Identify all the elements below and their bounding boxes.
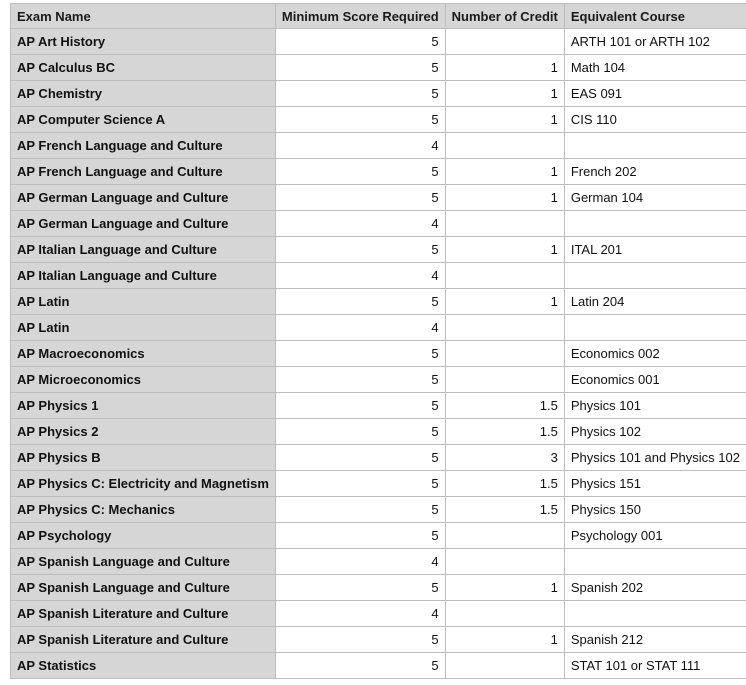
table-row xyxy=(11,107,746,133)
equivalent-course-cell: Physics 150 xyxy=(564,497,746,523)
exam-name-cell: AP Physics C: Mechanics xyxy=(11,497,276,523)
table-row xyxy=(11,653,746,679)
exam-name-cell: AP Microeconomics xyxy=(11,367,276,393)
min-score-cell: 5 xyxy=(275,575,445,601)
equivalent-course-cell xyxy=(564,263,746,289)
table-row xyxy=(11,159,746,185)
table-row xyxy=(11,497,746,523)
exam-name-cell: AP Computer Science A xyxy=(11,107,276,133)
table-row xyxy=(11,627,746,653)
header-number-of-credit: Number of Credit xyxy=(445,4,564,29)
exam-name-cell: AP Statistics xyxy=(11,653,276,679)
credit-cell: 1 xyxy=(445,185,564,211)
table-row xyxy=(11,263,746,289)
exam-name-cell: AP French Language and Culture xyxy=(11,133,276,159)
exam-name-cell: AP Psychology xyxy=(11,523,276,549)
table-row xyxy=(11,185,746,211)
min-score-cell: 5 xyxy=(275,341,445,367)
min-score-cell: 5 xyxy=(275,627,445,653)
credit-cell: 1 xyxy=(445,627,564,653)
equivalent-course-cell xyxy=(564,211,746,237)
min-score-cell: 4 xyxy=(275,549,445,575)
exam-name-cell: AP German Language and Culture xyxy=(11,211,276,237)
equivalent-course-cell: ITAL 201 xyxy=(564,237,746,263)
min-score-cell: 5 xyxy=(275,289,445,315)
min-score-cell: 5 xyxy=(275,367,445,393)
exam-name-cell: AP Physics B xyxy=(11,445,276,471)
exam-name-cell: AP Italian Language and Culture xyxy=(11,237,276,263)
table-row xyxy=(11,549,746,575)
equivalent-course-cell: Physics 101 and Physics 102 xyxy=(564,445,746,471)
equivalent-course-cell xyxy=(564,315,746,341)
header-minimum-score: Minimum Score Required xyxy=(275,4,445,29)
min-score-cell: 5 xyxy=(275,523,445,549)
equivalent-course-cell: ARTH 101 or ARTH 102 xyxy=(564,29,746,55)
min-score-cell: 4 xyxy=(275,315,445,341)
exam-name-cell: AP Physics 1 xyxy=(11,393,276,419)
table-row xyxy=(11,211,746,237)
exam-name-cell: AP Physics C: Electricity and Magnetism xyxy=(11,471,276,497)
credit-cell xyxy=(445,29,564,55)
equivalent-course-cell xyxy=(564,133,746,159)
exam-name-cell: AP Spanish Literature and Culture xyxy=(11,627,276,653)
credit-cell xyxy=(445,549,564,575)
table-row xyxy=(11,471,746,497)
min-score-cell: 5 xyxy=(275,55,445,81)
table-row xyxy=(11,133,746,159)
table-row xyxy=(11,575,746,601)
credit-cell xyxy=(445,367,564,393)
table-row xyxy=(11,315,746,341)
exam-name-cell: AP Calculus BC xyxy=(11,55,276,81)
credit-cell xyxy=(445,601,564,627)
equivalent-course-cell: German 104 xyxy=(564,185,746,211)
exam-name-cell: AP Macroeconomics xyxy=(11,341,276,367)
equivalent-course-cell: CIS 110 xyxy=(564,107,746,133)
credit-cell: 1.5 xyxy=(445,471,564,497)
table-row xyxy=(11,29,746,55)
credit-cell: 1 xyxy=(445,81,564,107)
credit-cell xyxy=(445,263,564,289)
credit-cell: 1 xyxy=(445,107,564,133)
table-body xyxy=(11,29,746,679)
credit-cell: 1.5 xyxy=(445,393,564,419)
header-exam-name: Exam Name xyxy=(11,4,276,29)
equivalent-course-cell: Physics 102 xyxy=(564,419,746,445)
equivalent-course-cell: EAS 091 xyxy=(564,81,746,107)
credit-cell xyxy=(445,211,564,237)
credit-cell xyxy=(445,341,564,367)
credit-cell: 1.5 xyxy=(445,497,564,523)
table-row xyxy=(11,341,746,367)
min-score-cell: 5 xyxy=(275,471,445,497)
min-score-cell: 5 xyxy=(275,185,445,211)
credit-cell xyxy=(445,523,564,549)
exam-name-cell: AP Spanish Language and Culture xyxy=(11,575,276,601)
credit-cell xyxy=(445,133,564,159)
exam-name-cell: AP Spanish Literature and Culture xyxy=(11,601,276,627)
credit-cell: 3 xyxy=(445,445,564,471)
exam-name-cell: AP Chemistry xyxy=(11,81,276,107)
equivalent-course-cell: STAT 101 or STAT 111 xyxy=(564,653,746,679)
min-score-cell: 4 xyxy=(275,211,445,237)
equivalent-course-cell: Economics 001 xyxy=(564,367,746,393)
exam-name-cell: AP Latin xyxy=(11,315,276,341)
equivalent-course-cell: Latin 204 xyxy=(564,289,746,315)
equivalent-course-cell: Physics 101 xyxy=(564,393,746,419)
equivalent-course-cell xyxy=(564,601,746,627)
min-score-cell: 4 xyxy=(275,263,445,289)
credit-cell: 1.5 xyxy=(445,419,564,445)
min-score-cell: 5 xyxy=(275,107,445,133)
exam-name-cell: AP Spanish Language and Culture xyxy=(11,549,276,575)
header-equivalent-course: Equivalent Course xyxy=(564,4,746,29)
min-score-cell: 5 xyxy=(275,159,445,185)
credit-cell: 1 xyxy=(445,237,564,263)
min-score-cell: 5 xyxy=(275,237,445,263)
exam-name-cell: AP Latin xyxy=(11,289,276,315)
equivalent-course-cell xyxy=(564,549,746,575)
table-row xyxy=(11,601,746,627)
exam-name-cell: AP Italian Language and Culture xyxy=(11,263,276,289)
min-score-cell: 5 xyxy=(275,497,445,523)
min-score-cell: 5 xyxy=(275,29,445,55)
min-score-cell: 5 xyxy=(275,653,445,679)
equivalent-course-cell: Psychology 001 xyxy=(564,523,746,549)
table-row xyxy=(11,289,746,315)
table-row xyxy=(11,419,746,445)
ap-credit-table xyxy=(10,3,746,679)
exam-name-cell: AP German Language and Culture xyxy=(11,185,276,211)
credit-cell xyxy=(445,653,564,679)
table-row xyxy=(11,393,746,419)
table-row xyxy=(11,445,746,471)
credit-cell: 1 xyxy=(445,575,564,601)
exam-name-cell: AP French Language and Culture xyxy=(11,159,276,185)
table-row xyxy=(11,523,746,549)
credit-cell: 1 xyxy=(445,289,564,315)
equivalent-course-cell: Math 104 xyxy=(564,55,746,81)
min-score-cell: 4 xyxy=(275,133,445,159)
table-row xyxy=(11,55,746,81)
table-row xyxy=(11,367,746,393)
equivalent-course-cell: French 202 xyxy=(564,159,746,185)
table-row xyxy=(11,237,746,263)
credit-cell: 1 xyxy=(445,159,564,185)
equivalent-course-cell: Spanish 212 xyxy=(564,627,746,653)
min-score-cell: 5 xyxy=(275,393,445,419)
exam-name-cell: AP Physics 2 xyxy=(11,419,276,445)
equivalent-course-cell: Economics 002 xyxy=(564,341,746,367)
equivalent-course-cell: Spanish 202 xyxy=(564,575,746,601)
min-score-cell: 5 xyxy=(275,445,445,471)
min-score-cell: 4 xyxy=(275,601,445,627)
min-score-cell: 5 xyxy=(275,419,445,445)
table-row xyxy=(11,81,746,107)
header-row xyxy=(11,4,746,29)
equivalent-course-cell: Physics 151 xyxy=(564,471,746,497)
min-score-cell: 5 xyxy=(275,81,445,107)
credit-cell xyxy=(445,315,564,341)
credit-cell: 1 xyxy=(445,55,564,81)
exam-name-cell: AP Art History xyxy=(11,29,276,55)
